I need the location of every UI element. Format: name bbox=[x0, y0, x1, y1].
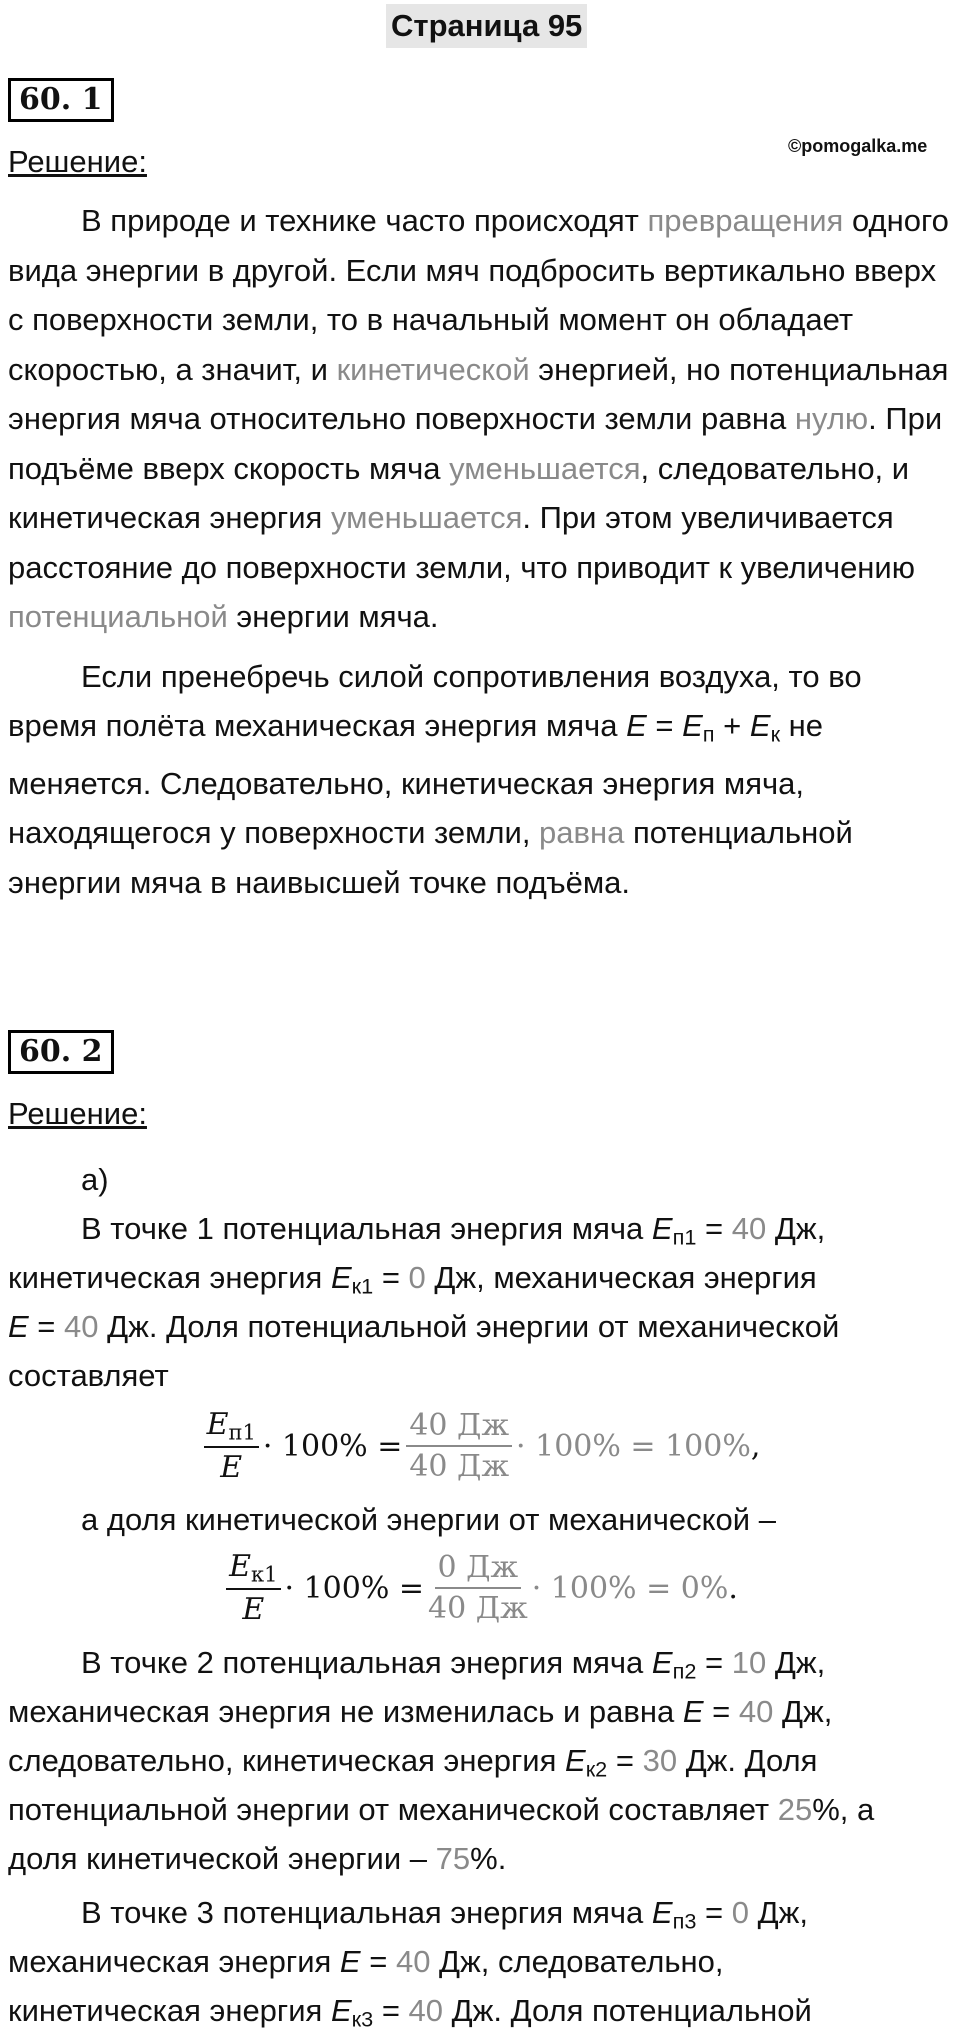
text-line: кинетическая энергия $E_{к3} = 40$ Дж. Доля потенциальной bbox=[8, 1993, 812, 2032]
page-title: Страница 95 bbox=[386, 4, 587, 48]
answer-word: превращения bbox=[647, 203, 844, 238]
text-line: следовательно, кинетическая энергия $E_{к2} = 30$ Дж. Доля bbox=[8, 1743, 818, 1782]
answer-word: потенциальной bbox=[8, 599, 228, 634]
subpart-label: а) bbox=[81, 1162, 109, 1197]
answer-word: уменьшается bbox=[449, 450, 641, 486]
text-line: доля кинетической энергии – 75%. bbox=[8, 1841, 507, 1876]
task-60-1-text bbox=[8, 196, 956, 907]
text-line: составляет bbox=[8, 1358, 169, 1393]
answer-word: нулю bbox=[794, 401, 869, 436]
solution-heading: Решение: bbox=[8, 1096, 147, 1131]
text-line: потенциальной энергии от механической составляет 25%, а bbox=[8, 1792, 875, 1827]
text-line: В точке 3 потенциальная энергия мяча $E_{п3} = 0$ Дж, bbox=[81, 1895, 808, 1934]
formula-kinetic-share: $\frac{E_{к1}}{E}$ · 100% = $\frac{0 Дж}{40 Дж}$ · 100% = 0% . bbox=[0, 1546, 960, 1630]
text-line: В точке 2 потенциальная энергия мяча $E_{п2} = 10$ Дж, bbox=[81, 1645, 826, 1684]
formula-potential-share: $\frac{E_{п1}}{E}$ · 100% = $\frac{40 Дж}{40 Дж}$ · 100% = 100% , bbox=[0, 1404, 960, 1488]
text-line: механическая энергия E = 40 Дж, следовательно, bbox=[8, 1944, 724, 1979]
text-line: В точке 1 потенциальная энергия мяча $E_{п1} = 40$ Дж, bbox=[81, 1211, 826, 1250]
fraction: $\frac{E_{п1}}{E}$ bbox=[204, 1407, 259, 1485]
watermark: ©pomogalka.me bbox=[788, 136, 928, 156]
text-line: кинетическая энергия $E_{к1} = 0$ Дж, механическая энергия bbox=[8, 1260, 817, 1299]
answer-word: кинетической bbox=[336, 351, 530, 387]
text-line: механическая энергия не изменилась и равна E = 40 Дж, bbox=[8, 1694, 833, 1729]
paragraph: Если пренебречь силой сопротивления воздуха, то во время полёта механическая энергия мяча $E = E_п + E_к$ не меняется. Следовательно, кинетическая энергия мяча, находящегося у поверхности земли, равна потенциальной энергии мяча в наивысшей точке подъёма. bbox=[8, 658, 862, 900]
task-number-60-2: 60. 2 bbox=[8, 1030, 114, 1074]
solution-heading: Решение: bbox=[8, 144, 147, 179]
answer-word: уменьшается bbox=[330, 500, 523, 535]
fraction: $\frac{0 Дж}{40 Дж}$ bbox=[428, 1550, 528, 1626]
answer-word: равна bbox=[539, 815, 625, 851]
fraction: $\frac{E_{к1}}{E}$ bbox=[226, 1549, 280, 1627]
paragraph: В природе и технике часто происходят превращения одного вида энергии в другой. Если мяч подбросить вертикально вверх с поверхности земли, то в начальный момент он обладает скоростью, а значит, и кинетической энергией, но потенциальная энергия мяча относительно поверхности земли равна нулю. При подъёме вверх скорость мяча уменьшается, следовательно, и кинетическая энергия уменьшается. При этом увеличивается расстояние до поверхности земли, что приводит к увеличению потенциальной энергии мяча. bbox=[8, 203, 949, 634]
text-line: E = 40 Дж. Доля потенциальной энергии от механической bbox=[8, 1309, 840, 1344]
task-number-60-1: 60. 1 bbox=[8, 78, 114, 122]
fraction: $\frac{40 Дж}{40 Дж}$ bbox=[406, 1408, 512, 1484]
text-line: а доля кинетической энергии от механической – bbox=[81, 1502, 776, 1537]
